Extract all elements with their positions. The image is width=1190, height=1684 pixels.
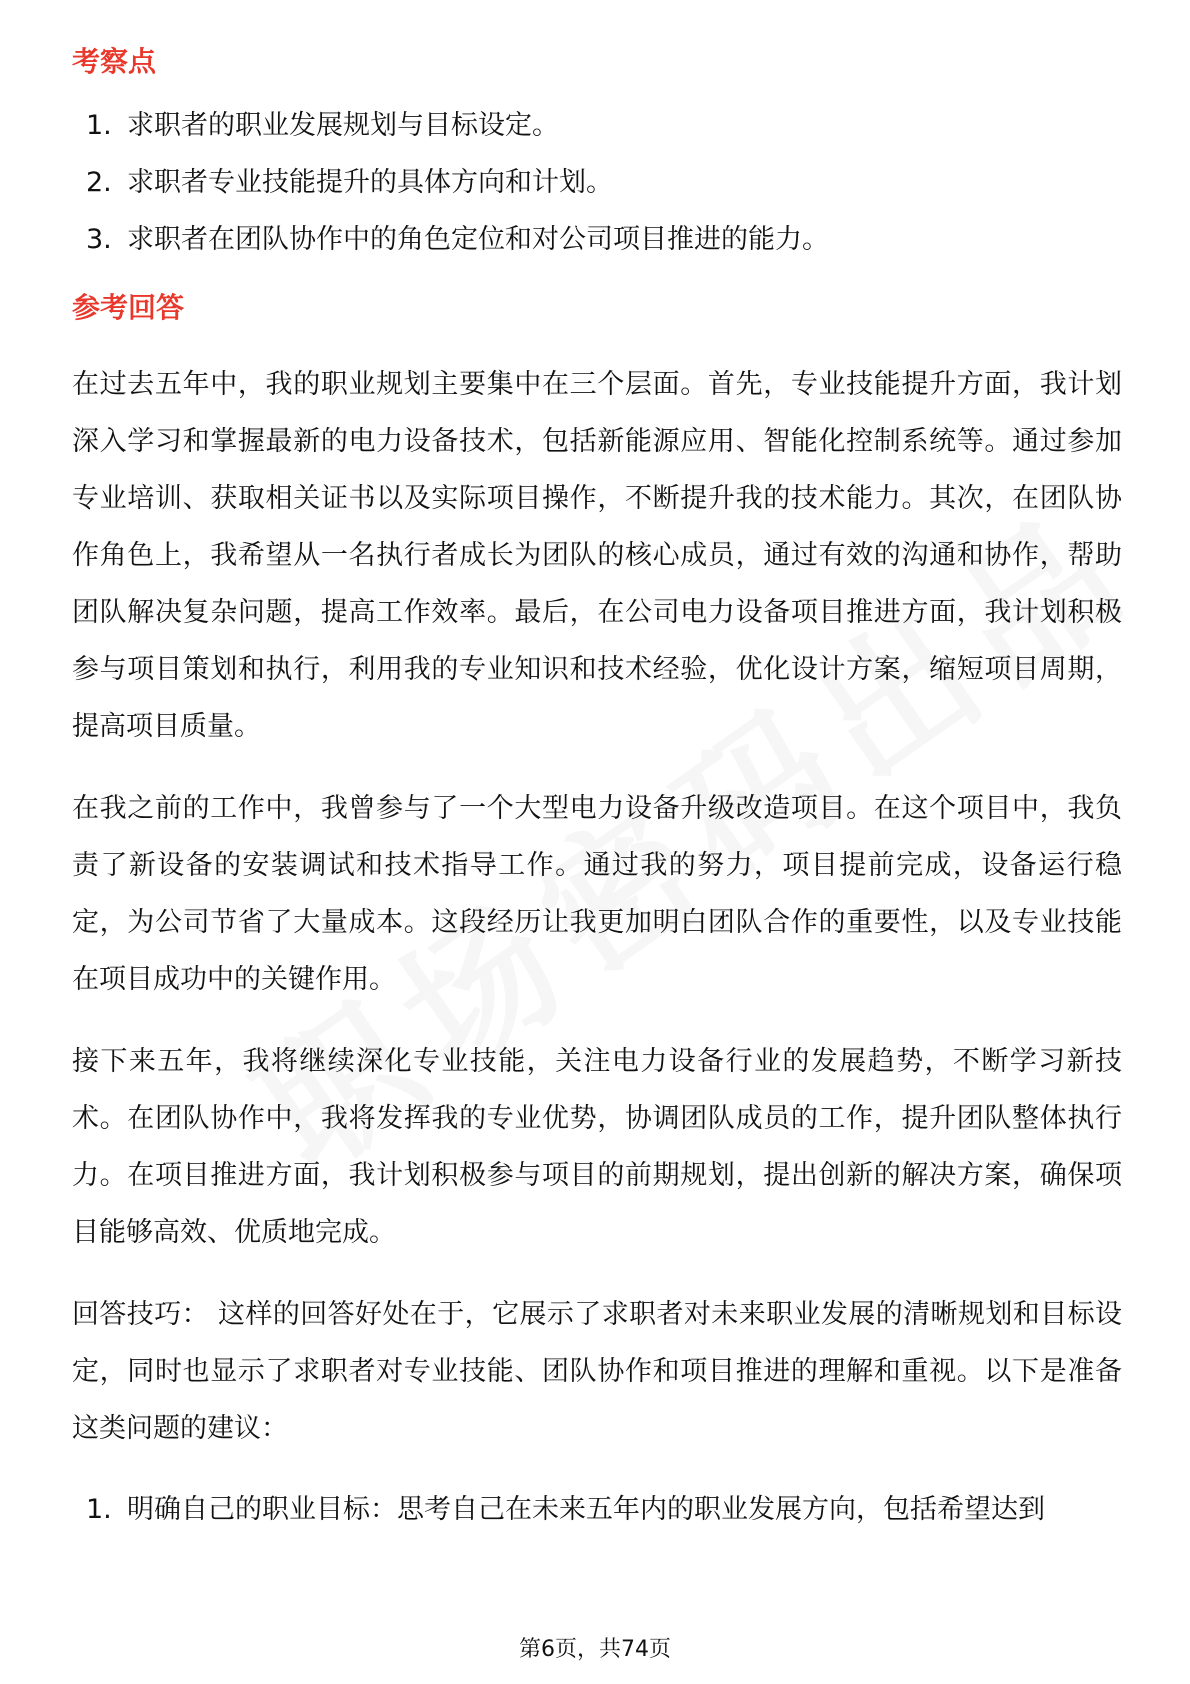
- answer-paragraph-2: 在我之前的工作中，我曾参与了一个大型电力设备升级改造项目。在这个项目中，我负责了新设备的安装调试和技术指导工作。通过我的努力，项目提前完成，设备运行稳定，为公司节省了大量成本。这段经历让我更加明白团队合作的重要性，以及专业技能在项目成功中的关键作用。: [72, 793, 1122, 995]
- section-title-assessment-points: 考察点: [72, 45, 157, 78]
- list-number: 3.: [86, 224, 112, 255]
- list-number: 2.: [86, 167, 112, 198]
- list-item-text: 明确自己的职业目标：思考自己在未来五年内的职业发展方向，包括希望达到: [127, 1494, 1045, 1525]
- answer-tips-paragraph: 回答技巧： 这样的回答好处在于，它展示了求职者对未来职业发展的清晰规划和目标设定，同时也显示了求职者对专业技能、团队协作和项目推进的理解和重视。以下是准备这类问题的建议：: [72, 1299, 1122, 1444]
- section-title-reference-answer: 参考回答: [72, 291, 185, 324]
- list-item: [72, 211, 1122, 268]
- answer-paragraph-3: 接下来五年，我将继续深化专业技能，关注电力设备行业的发展趋势，不断学习新技术。在团队协作中，我将发挥我的专业优势，协调团队成员的工作，提升团队整体执行力。在项目推进方面，我计划积极参与项目的前期规划，提出创新的解决方案，确保项目能够高效、优质地完成。: [72, 1046, 1122, 1248]
- list-item-text: 求职者在团队协作中的角色定位和对公司项目推进的能力。: [127, 224, 829, 255]
- document-page: [72, 40, 1122, 1538]
- list-number: 1.: [86, 110, 112, 141]
- list-item: [72, 154, 1122, 211]
- tips-list: [72, 1481, 1122, 1538]
- list-item: [72, 97, 1122, 154]
- assessment-points-list: [72, 97, 1122, 268]
- list-item-text: 求职者专业技能提升的具体方向和计划。: [127, 167, 613, 198]
- page-number-footer: 第6页，共74页: [519, 1637, 671, 1662]
- list-item: [72, 1481, 1122, 1538]
- answer-paragraph-1: 在过去五年中，我的职业规划主要集中在三个层面。首先，专业技能提升方面，我计划深入学习和掌握最新的电力设备技术，包括新能源应用、智能化控制系统等。通过参加专业培训、获取相关证书以及实际项目操作，不断提升我的技术能力。其次，在团队协作角色上，我希望从一名执行者成长为团队的核心成员，通过有效的沟通和协作，帮助团队解决复杂问题，提高工作效率。最后，在公司电力设备项目推进方面，我计划积极参与项目策划和执行，利用我的专业知识和技术经验，优化设计方案，缩短项目周期，提高项目质量。: [72, 369, 1122, 742]
- list-number: 1.: [86, 1494, 112, 1525]
- list-item-text: 求职者的职业发展规划与目标设定。: [127, 110, 559, 141]
